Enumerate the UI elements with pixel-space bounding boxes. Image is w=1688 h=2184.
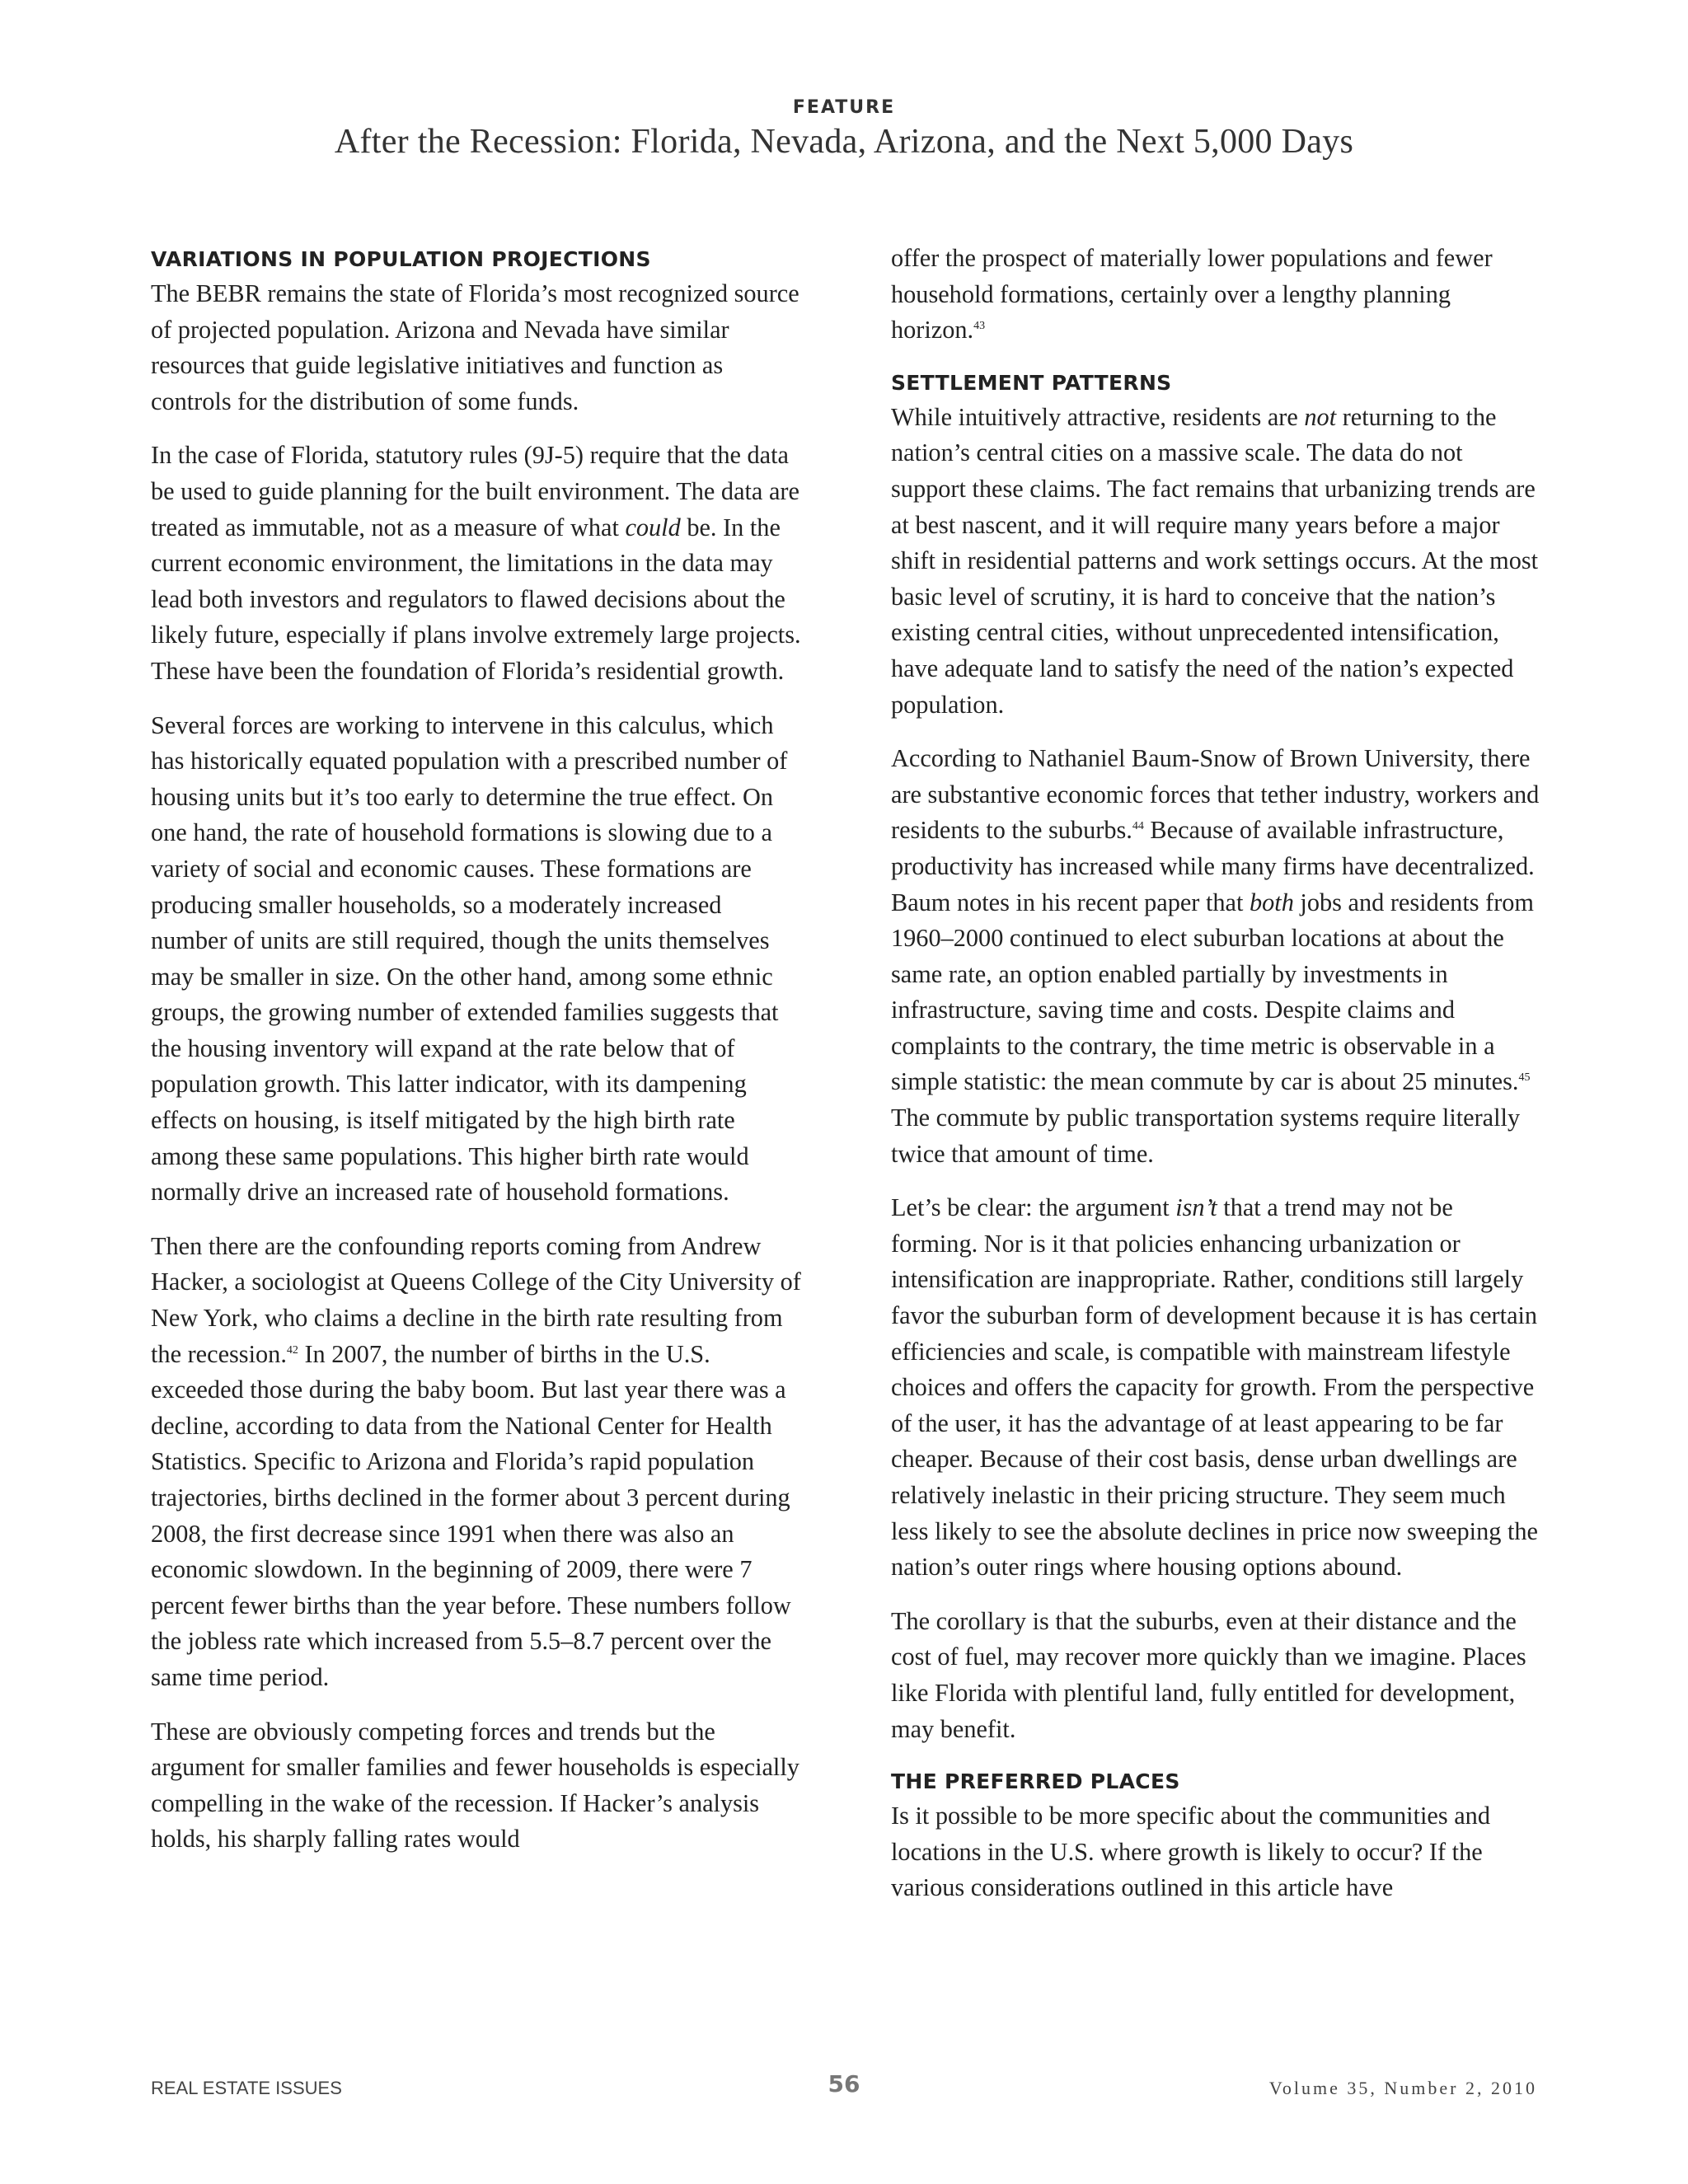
paragraph: While intuitively attractive, residents are not returning to the nation’s central cities on a massive scale. The data do not support these claims. The fact remains that urbanizing trends are at best nascent, and it will require many years before a major shift in residential patterns and work settings occurs. At the most basic level of scrutiny, it is hard to conceive that the nation’s existing central cities, without unprecedented intensification, have adequate land to satisfy the need of the nation’s expected population. — [891, 402, 1539, 719]
emphasis: could — [625, 513, 681, 541]
emphasis: isn’t — [1175, 1193, 1217, 1222]
paragraph: Let’s be clear: the argument isn’t that a trend may not be forming. Nor is it that policies enhancing urbanization or intensification are inappropriate. Rather, conditions still largely favor the suburban form of development because it is has certain efficiencies and scale, is compatible with mainstream lifestyle choices and offers the capacity for growth. From the perspective of the user, it has the advantage of at least appearing to be far cheaper. Because of their cost basis, dense urban dwellings are relatively inelastic in their pricing structure. They seem much less likely to see the absolute declines in price now sweeping the nation’s outer rings where housing options abound. — [891, 1193, 1538, 1582]
heading-settlement: SETTLEMENT PATTERNS — [891, 370, 1172, 395]
footer-volume: Volume 35, Number 2, 2010 — [1268, 2078, 1537, 2098]
paragraph: The corollary is that the suburbs, even at their distance and the cost of fuel, may recover more quickly than we imagine. Places like Florida with plentiful land, fully entitled for development, may benefit. — [891, 1606, 1526, 1743]
right-column — [891, 241, 1542, 1924]
section-kicker: FEATURE — [792, 97, 896, 118]
paragraph: offer the prospect of materially lower populations and fewer household formations, certainly over a lengthy planning horizon.$^{43}$ — [891, 244, 1493, 344]
footnote-ref: 43 — [973, 320, 986, 333]
footnote-ref: 42 — [286, 1343, 298, 1357]
emphasis: both — [1249, 888, 1294, 916]
footer-publication: REAL ESTATE ISSUES — [151, 2078, 342, 2098]
article-title: After the Recession: Florida, Nevada, Arizona, and the Next 5,000 Days — [334, 123, 1354, 161]
paragraph: These are obviously competing forces and trends but the argument for smaller families and fewer households is especially compelling in the wake of the recession. If Hacker’s analysis holds, his sharply falling rates would — [151, 1717, 799, 1854]
left-column — [151, 243, 802, 1876]
emphasis: not — [1304, 402, 1337, 431]
paragraph: Is it possible to be more specific about the communities and locations in the U.S. where growth is likely to occur? If the various considerations outlined in this article have — [891, 1802, 1490, 1902]
heading-preferred-places: THE PREFERRED PLACES — [891, 1769, 1180, 1794]
paragraph: Several forces are working to intervene in this calculus, which has historically equated population with a prescribed number of housing units but it’s too early to determine the true effect. On one hand, the rate of household formations is slowing due to a variety of social and economic causes. These formations are producing smaller households, so a moderately increased number of units are still required, though the units themselves may be smaller in size. On the other hand, among some ethnic groups, the growing number of extended families suggests that the housing inventory will expand at the rate below that of population growth. This latter indicator, with its dampening effects on housing, is itself mitigated by the high birth rate among these same populations. This higher birth rate would normally drive an increased rate of household formations. — [151, 710, 788, 1207]
footnote-ref: 44 — [1132, 820, 1144, 833]
heading-variations: VARIATIONS IN POPULATION PROJECTIONS — [151, 247, 651, 271]
paragraph: Then there are the confounding reports coming from Andrew Hacker, a sociologist at Queens College of the City University of New York, who claims a decline in the birth rate resulting from the recession.$^{42}$ In 2007, the number of births in the U.S. exceeded those during the baby boom. But last year there was a decline, according to data from the National Center for Health Statistics. Specific to Arizona and Florida’s rapid population trajectories, births declined in the former about 3 percent during 2008, the first decrease since 1991 when there was also an economic slowdown. In the beginning of 2009, there were 7 percent fewer births than the year before. These numbers follow the jobless rate which increased from 5.5–8.7 percent over the same time period. — [151, 1231, 801, 1691]
footnote-ref: 45 — [1518, 1071, 1531, 1085]
paragraph: The BEBR remains the state of Florida’s most recognized source of projected population. Arizona and Nevada have similar resources that guide legislative initiatives and function as controls for the distribution of some funds. — [151, 279, 799, 415]
page-number: 56 — [828, 2070, 860, 2097]
paragraph: According to Nathaniel Baum-Snow of Brown University, there are substantive economic forces that tether industry, workers and residents to the suburbs.$^{44}$ Because of available infrastructure, productivity has increased while many firms have decentralized. Baum notes in his recent paper that both jobs and residents from 1960–2000 continued to elect suburban locations at about the same rate, an option enabled partially by investments in infrastructure, saving time and costs. Despite claims and complaints to the contrary, the time metric is observable in a simple statistic: the mean commute by car is about 25 minutes.$^{45}$ The commute by public transportation systems require literally twice that amount of time. — [891, 744, 1540, 1168]
paragraph: In the case of Florida, statutory rules (9J-5) require that the data be used to guide planning for the built environment. The data are treated as immutable, not as a measure of what could be. In the current economic environment, the limitations in the data may lead both investors and regulators to flawed decisions about the likely future, especially if plans involve extremely large projects. These have been the foundation of Florida’s residential growth. — [151, 441, 801, 685]
